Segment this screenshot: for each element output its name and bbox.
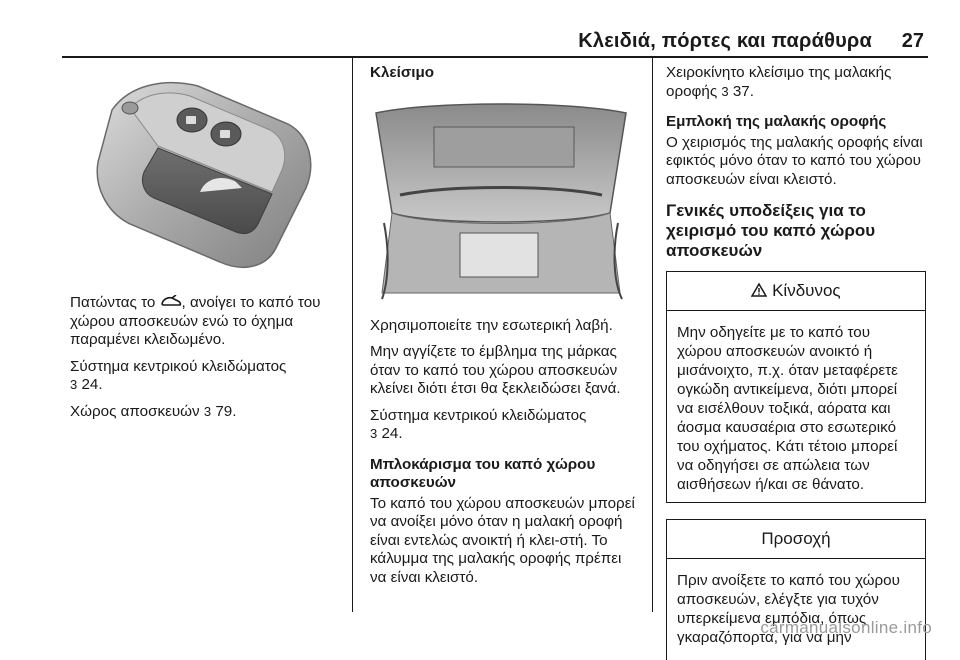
manual-closing-ref: Χειροκίνητο κλείσιμο της μαλακής οροφής 3 37. bbox=[666, 64, 892, 100]
locking-paragraph: Το καπό του χώρου αποσκευών μπορεί να ανοίξει μόνο όταν η μαλακή οροφή είναι εντελώς ανοικτή ή κλει-στή. Το κάλυμμα της μαλακής οροφής πρέπει να είναι κλειστό. bbox=[370, 494, 635, 586]
page-ref-arrow-icon: 3 bbox=[721, 83, 729, 99]
watermark: carmanualsonline.info bbox=[760, 618, 932, 637]
ref-page-link[interactable]: 79. bbox=[215, 402, 237, 420]
danger-header: Κίνδυνος bbox=[667, 272, 925, 311]
column-3 bbox=[666, 64, 932, 660]
danger-box bbox=[666, 271, 926, 503]
key-fob-illustration bbox=[70, 64, 338, 276]
header-rule bbox=[62, 56, 928, 58]
warning-triangle-icon bbox=[751, 281, 772, 300]
closing-handle-paragraph: Χρησιμοποιείτε την εσωτερική λαβή. bbox=[370, 316, 613, 334]
page-ref-arrow-icon: 3 bbox=[370, 426, 378, 441]
trunk-lid-figure bbox=[370, 93, 632, 305]
danger-body: Μην οδηγείτε με το καπό του χώρου αποσκευών ανοικτό ή μισάνοιχτο, π.χ. όταν μεταφέρετε ογκώδη αντικείμενα, διότι μπορεί να εισέλθουν τοξικά, αόρατα και άοσμα καυσαέρια στο εσωτερικό του οχήματος. Κάτι τέτοιο μπορεί να οδηγήσει σε απώλεια των αισθήσεων ή/και σε θάνατο. bbox=[677, 324, 898, 493]
trunk-button-paragraph: Πατώντας το , ανοίγει το καπό του χώρου αποσκευών ενώ το όχημα παραμένει κλειδωμένο. bbox=[70, 294, 321, 348]
header-title: Κλειδιά, πόρτες και παράθυρα bbox=[578, 30, 872, 52]
ref-luggage-compartment: Χώρος αποσκευών 3 79. bbox=[70, 402, 237, 420]
column-2 bbox=[370, 64, 638, 595]
section-heading-closing: Κλείσιμο bbox=[370, 64, 435, 81]
section-heading-general: Γενικές υποδείξεις για το χειρισμό του καπό χώρου αποσκευών bbox=[666, 201, 876, 260]
caution-box bbox=[666, 519, 926, 660]
closing-warning-paragraph: Μην αγγίζετε το έμβλημα της μάρκας όταν το καπό του χώρου αποσκευών κλείνει διότι έτσι θα ξεκλειδώσει ξανά. bbox=[370, 343, 621, 397]
ref-central-locking-2: Σύστημα κεντρικού κλειδώματος 3 24. bbox=[370, 406, 587, 442]
caution-header: Προσοχή bbox=[667, 520, 925, 559]
page-ref-arrow-icon: 3 bbox=[70, 377, 78, 392]
section-heading-roof-lock: Εμπλοκή της μαλακής οροφής bbox=[666, 113, 887, 130]
column-divider-1 bbox=[352, 58, 353, 612]
column-1 bbox=[70, 64, 344, 429]
ref-page-link[interactable]: 24. bbox=[81, 376, 103, 393]
ref-page-link[interactable]: 24. bbox=[381, 425, 403, 442]
trunk-open-icon bbox=[160, 294, 182, 311]
ref-page-link[interactable]: 37. bbox=[732, 82, 754, 100]
ref-central-locking: Σύστημα κεντρικού κλειδώματος 3 24. bbox=[70, 357, 287, 393]
trunk-lid-illustration bbox=[370, 93, 632, 305]
roof-lock-paragraph: Ο χειρισμός της μαλακής οροφής είναι εφικτός μόνο όταν το καπό του χώρου αποσκευών είναι κλειστό. bbox=[666, 133, 923, 188]
key-fob-figure bbox=[70, 64, 338, 276]
column-divider-2 bbox=[652, 58, 653, 612]
section-heading-locking: Μπλοκάρισμα του καπό χώρου αποσκευών bbox=[370, 455, 596, 491]
page-ref-arrow-icon: 3 bbox=[203, 403, 212, 419]
page-header bbox=[0, 0, 960, 60]
caution-body: Πριν ανοίξετε το καπό του χώρου αποσκευών, ελέγξτε για τυχόν υπερκείμενα εμπόδια, όπως γκαραζόπορτα, για να μην bbox=[677, 572, 900, 646]
page-number: 27 bbox=[901, 30, 924, 52]
